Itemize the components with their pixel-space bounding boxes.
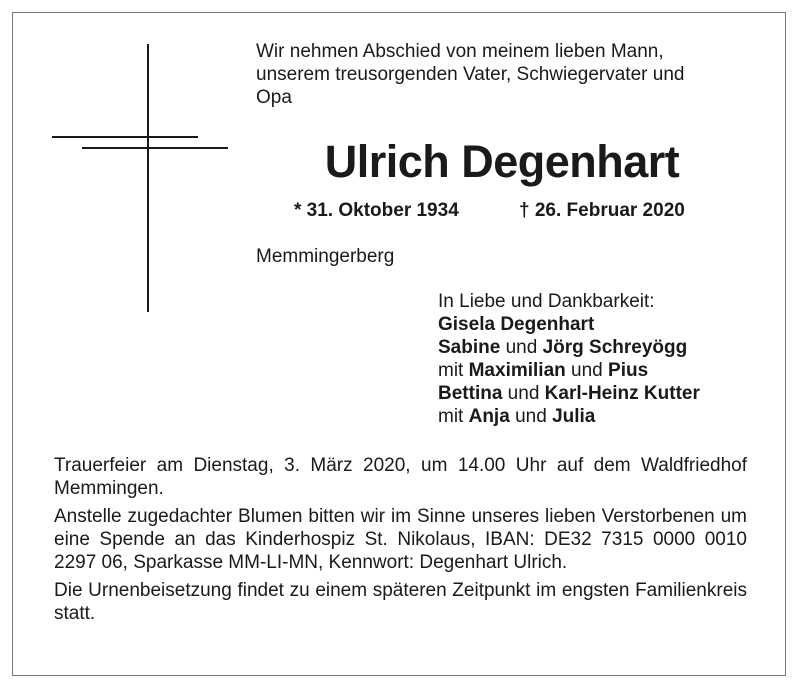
family-line: [438, 382, 778, 405]
residence-place: Memmingerberg: [256, 246, 395, 267]
intro-line: unserem treusorgenden Vater, Schwiegervater und: [256, 64, 685, 85]
family-line: [438, 336, 778, 359]
family-member-name: Pius: [608, 360, 649, 381]
intro-line: Opa: [256, 87, 292, 108]
family-member-name: Bettina: [438, 383, 503, 404]
deceased-name: Ulrich Degenhart: [324, 136, 680, 187]
birth-date: * 31. Oktober 1934: [294, 200, 459, 221]
family-line: [438, 359, 778, 382]
family-line: [438, 313, 778, 336]
family-prefix: mit: [438, 406, 469, 427]
family-member-name: Julia: [552, 406, 596, 427]
family-member-name: Sabine: [438, 337, 501, 358]
family-member-name: Maximilian: [468, 360, 566, 381]
family-connector: und: [502, 383, 545, 404]
family-connector: und: [509, 406, 553, 427]
funeral-notice: Trauerfeier am Dienstag, 3. März 2020, um 14.00 Uhr auf dem Waldfriedhof Memmingen.: [54, 455, 747, 499]
family-member-name: Anja: [468, 406, 510, 427]
notice-text: [54, 454, 747, 630]
family-member-name: Jörg Schreyögg: [542, 337, 688, 358]
family-member-name: Karl-Heinz Kutter: [544, 383, 700, 404]
family-connector: und: [565, 360, 609, 381]
burial-notice: Die Urnenbeisetzung findet zu einem späteren Zeitpunkt im engsten Familienkreis statt.: [54, 580, 747, 624]
intro-text: [256, 40, 756, 109]
family-prefix: mit: [438, 360, 469, 381]
family-signature: [438, 290, 778, 428]
family-intro: In Liebe und Dankbarkeit:: [438, 291, 655, 312]
intro-line: Wir nehmen Abschied von meinem lieben Mann,: [256, 41, 664, 62]
family-member-name: Gisela Degenhart: [438, 314, 595, 335]
family-line: [438, 405, 778, 428]
donation-notice: Anstelle zugedachter Blumen bitten wir im Sinne unseres lieben Verstorbenen um eine Spende an das Kinderhospiz St. Nikolaus, IBAN: DE32 7315 0000 0010 2297 06, Sparkasse MM-LI-MN, Kennwort: Degenhart Ulrich.: [54, 506, 747, 573]
death-date: † 26. Februar 2020: [519, 200, 685, 221]
family-connector: und: [500, 337, 543, 358]
